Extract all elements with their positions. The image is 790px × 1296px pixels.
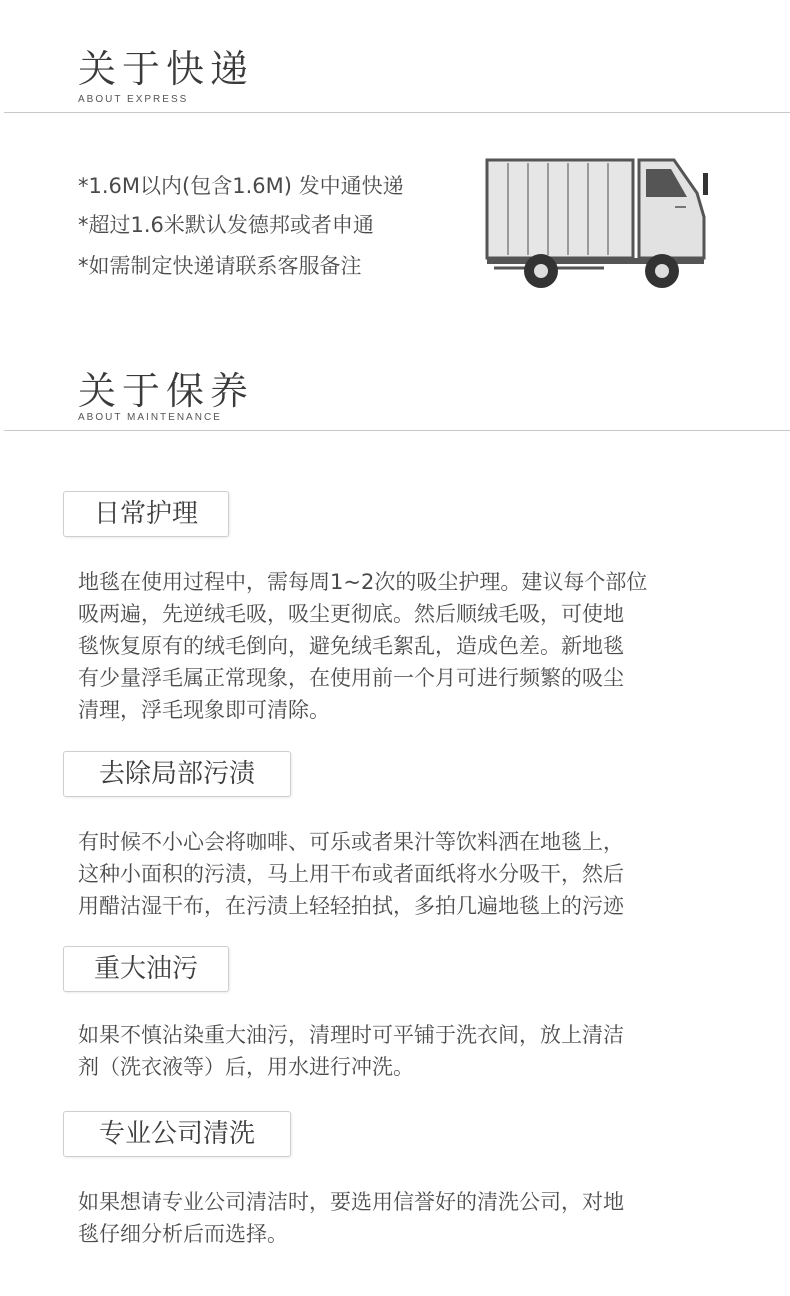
section-heading-daily-care: 日常护理 (63, 491, 229, 537)
delivery-truck-icon (484, 155, 714, 290)
paragraph-line: 毯仔细分析后而选择。 (78, 1222, 288, 1246)
paragraph-line: 剂（洗衣液等）后，用水进行冲洗。 (78, 1055, 414, 1079)
section-heading-heavy-oil: 重大油污 (63, 946, 229, 992)
section-text-stain-removal (78, 826, 728, 922)
express-note-2: *超过1.6米默认发德邦或者申通 (78, 213, 374, 237)
paragraph-line: 用醋沽湿干布，在污渍上轻轻拍拭，多拍几遍地毯上的污迹 (78, 894, 624, 918)
express-note-3: *如需制定快递请联系客服备注 (78, 254, 362, 278)
section-text-heavy-oil (78, 1019, 728, 1083)
express-divider (4, 112, 790, 113)
section-text-professional-cleaning (78, 1186, 728, 1250)
maintenance-subtitle: ABOUT MAINTENANCE (78, 412, 222, 423)
paragraph-line: 有时候不小心会将咖啡、可乐或者果汁等饮料洒在地毯上， (78, 830, 624, 854)
paragraph-line: 这种小面积的污渍，马上用干布或者面纸将水分吸干，然后 (78, 862, 624, 886)
express-title: 关于快递 (78, 47, 255, 91)
paragraph-line: 如果想请专业公司清洁时，要选用信誉好的清洗公司，对地 (78, 1190, 624, 1214)
paragraph-line: 如果不慎沾染重大油污，清理时可平铺于洗衣间，放上清洁 (78, 1023, 624, 1047)
paragraph-line: 清理，浮毛现象即可清除。 (78, 698, 330, 722)
paragraph-line: 毯恢复原有的绒毛倒向，避免绒毛絮乱，造成色差。新地毯 (78, 634, 624, 658)
section-heading-stain-removal: 去除局部污渍 (63, 751, 291, 797)
express-subtitle: ABOUT EXPRESS (78, 94, 189, 105)
section-text-daily-care (78, 566, 728, 726)
paragraph-line: 吸两遍，先逆绒毛吸，吸尘更彻底。然后顺绒毛吸，可使地 (78, 602, 624, 626)
paragraph-line: 地毯在使用过程中，需每周1~2次的吸尘护理。建议每个部位 (78, 570, 648, 594)
maintenance-divider (4, 430, 790, 431)
maintenance-title: 关于保养 (78, 369, 255, 413)
express-note-1: *1.6M以内(包含1.6M) 发中通快递 (78, 174, 404, 198)
section-heading-professional-cleaning: 专业公司清洗 (63, 1111, 291, 1157)
paragraph-line: 有少量浮毛属正常现象，在使用前一个月可进行频繁的吸尘 (78, 666, 624, 690)
